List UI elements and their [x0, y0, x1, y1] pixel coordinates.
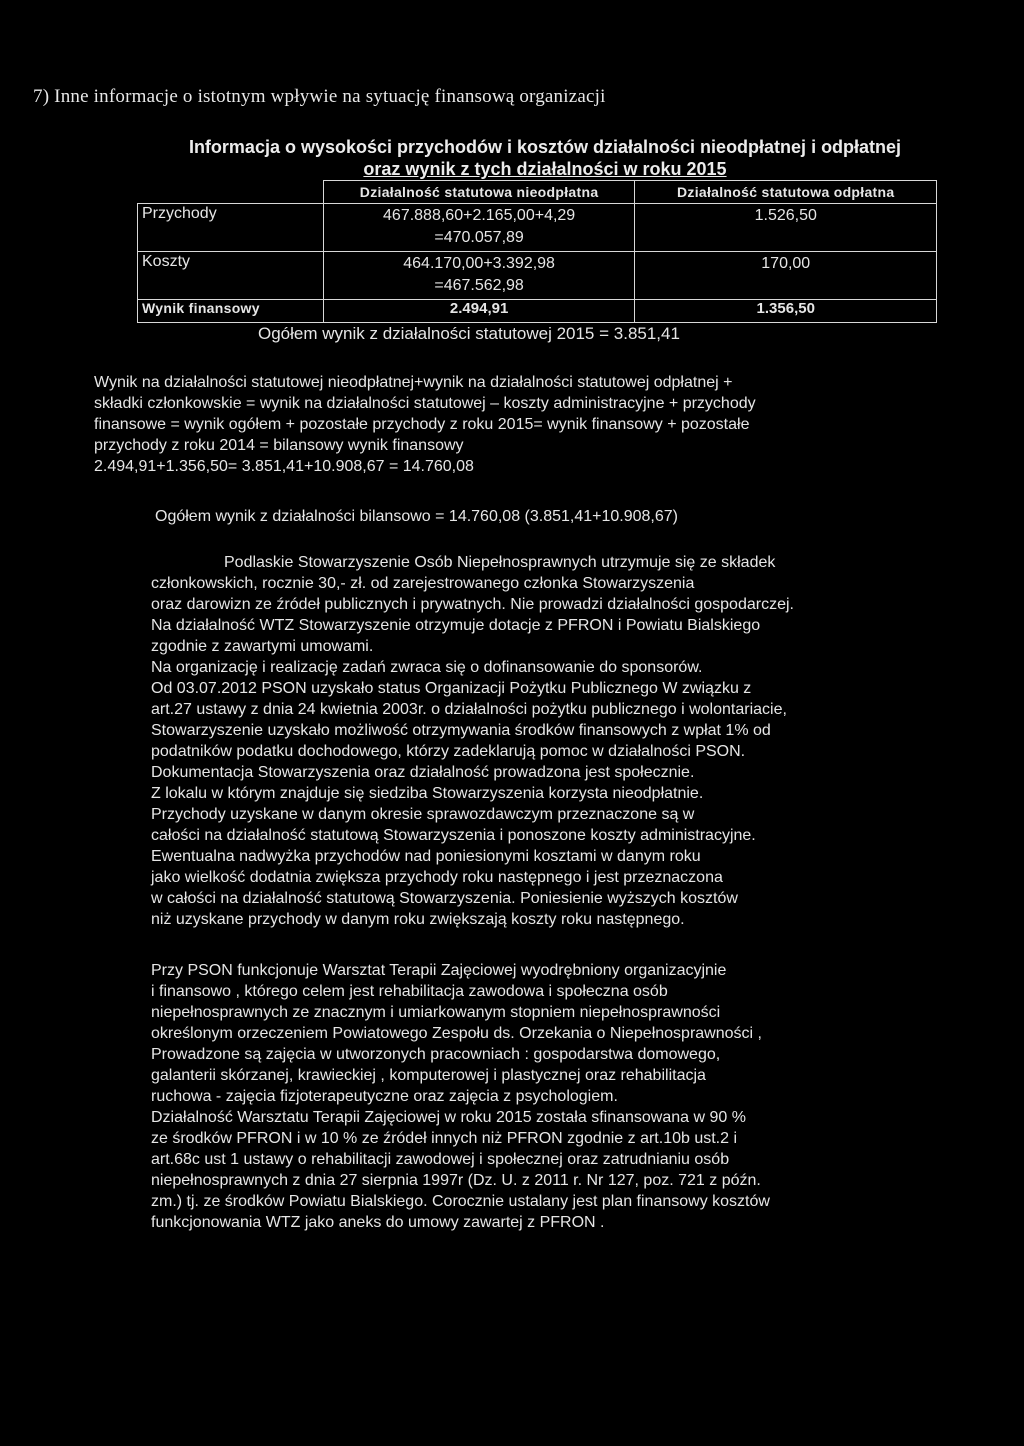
total-balance-result: Ogółem wynik z działalności bilansowo = 14.760,08 (3.851,41+10.908,67) [155, 508, 678, 525]
wtz-line: Działalność Warsztatu Terapii Zajęciowej w roku 2015 została sfinansowana w 90 % [151, 1109, 746, 1126]
costs-free-total: =467.562,98 [434, 277, 524, 294]
description-paragraph [151, 552, 971, 930]
description-line: Przychody uzyskane w danym okresie sprawozdawczym przeznaczone są w [151, 806, 695, 823]
formula-line: Wynik na działalności statutowej nieodpłatnej+wynik na działalności statutowej odpłatnej + [94, 374, 733, 391]
description-line: Podlaskie Stowarzyszenie Osób Niepełnosprawnych utrzymuje się ze składek [224, 554, 776, 571]
description-line: Na organizację i realizację zadań zwraca się o dofinansowanie do sponsorów. [151, 659, 703, 676]
table-header-empty [138, 181, 324, 204]
description-line: Ewentualna nadwyżka przychodów nad poniesionymi kosztami w danym roku [151, 848, 701, 865]
wtz-line: art.68c ust 1 ustawy o rehabilitacji zawodowej i społecznej oraz zatrudnianiu osób [151, 1151, 730, 1168]
wtz-line: zm.) tj. ze środków Powiatu Bialskiego. Corocznie ustalany jest plan finansowy kosztów [151, 1193, 770, 1210]
formula-line: przychody z roku 2014 = bilansowy wynik finansowy [94, 437, 464, 454]
report-title-line1: Informacja o wysokości przychodów i kosztów działalności nieodpłatnej i odpłatnej [188, 137, 902, 157]
description-line: zgodnie z zawartymi umowami. [151, 638, 374, 655]
wtz-paragraph [151, 960, 971, 1233]
report-title-line2: oraz wynik z tych działalności w roku 2015 [363, 159, 727, 179]
wtz-line: galanterii skórzanej, krawieckiej , komputerowej i plastycznej oraz rehabilitacja [151, 1067, 706, 1084]
table-row [138, 252, 937, 300]
formula-line: finansowe = wynik ogółem + pozostałe przychody z roku 2015= wynik finansowy + pozostałe [94, 416, 750, 433]
description-line: jako wielkość dodatnia zwiększa przychody roku następnego i jest przeznaczona [151, 869, 723, 886]
financial-table [137, 180, 937, 323]
result-free: 2.494,91 [323, 300, 635, 323]
description-line: art.27 ustawy z dnia 24 kwietnia 2003r. o działalności pożytku publicznego i wolontariacie, [151, 701, 787, 718]
wtz-line: i finansowo , którego celem jest rehabilitacja zawodowa i społeczna osób [151, 983, 668, 1000]
formula-paragraph [94, 372, 944, 477]
table-header-paid: Działalność statutowa odpłatna [635, 181, 937, 204]
row-label-result: Wynik finansowy [138, 300, 324, 323]
row-label-costs: Koszty [138, 252, 324, 300]
wtz-line: niepełnosprawnych z dnia 27 sierpnia 1997r (Dz. U. z 2011 r. Nr 127, poz. 721 z późn. [151, 1172, 761, 1189]
income-free-formula: 467.888,60+2.165,00+4,29 [383, 207, 576, 224]
wtz-line: ruchowa - zajęcia fizjoterapeutyczne oraz zajęcia z psychologiem. [151, 1088, 618, 1105]
description-line: Na działalność WTZ Stowarzyszenie otrzymuje dotacje z PFRON i Powiatu Bialskiego [151, 617, 761, 634]
description-line: niż uzyskane przychody w danym roku zwiększają koszty roku następnego. [151, 911, 685, 928]
wtz-line: ze środków PFRON i w 10 % ze źródeł innych niż PFRON zgodnie z art.10b ust.2 i [151, 1130, 738, 1147]
wtz-line: niepełnosprawnych ze znacznym i umiarkowanym stopniem niepełnosprawności [151, 1004, 721, 1021]
description-line: Od 03.07.2012 PSON uzyskało status Organizacji Pożytku Publicznego W związku z [151, 680, 752, 697]
wtz-line: funkcjonowania WTZ jako aneks do umowy zawartej z PFRON . [151, 1214, 605, 1231]
income-free-cell [323, 204, 635, 252]
description-line: całości na działalność statutową Stowarzyszenia i ponoszone koszty administracyjne. [151, 827, 756, 844]
description-line: Dokumentacja Stowarzyszenia oraz działalność prowadzona jest społecznie. [151, 764, 695, 781]
description-line: podatników podatku dochodowego, którzy zadeklarują pomoc w działalności PSON. [151, 743, 746, 760]
formula-line: 2.494,91+1.356,50= 3.851,41+10.908,67 = 14.760,08 [94, 458, 474, 475]
costs-free-cell [323, 252, 635, 300]
costs-free-formula: 464.170,00+3.392,98 [403, 255, 555, 272]
description-line: Stowarzyszenie uzyskało możliwość otrzymywania środków finansowych z wpłat 1% od [151, 722, 771, 739]
wtz-line: określonym orzeczeniem Powiatowego Zespołu ds. Orzekania o Niepełnosprawności , [151, 1025, 762, 1042]
description-line: oraz darowizn ze źródeł publicznych i prywatnych. Nie prowadzi działalności gospodarczej. [151, 596, 794, 613]
table-row [138, 300, 937, 323]
total-statutory-result: Ogółem wynik z działalności statutowej 2015 = 3.851,41 [258, 324, 680, 343]
row-label-income: Przychody [138, 204, 324, 252]
wtz-line: Przy PSON funkcjonuje Warsztat Terapii Zajęciowej wyodrębniony organizacyjnie [151, 962, 727, 979]
table-row [138, 204, 937, 252]
income-paid: 1.526,50 [635, 204, 937, 252]
description-line: Z lokalu w którym znajduje się siedziba Stowarzyszenia korzysta nieodpłatnie. [151, 785, 704, 802]
income-free-total: =470.057,89 [434, 229, 524, 246]
wtz-line: Prowadzone są zajęcia w utworzonych pracowniach : gospodarstwa domowego, [151, 1046, 721, 1063]
table-header-row [138, 181, 937, 204]
costs-paid: 170,00 [635, 252, 937, 300]
description-line: członkowskich, rocznie 30,- zł. od zarejestrowanego członka Stowarzyszenia [151, 575, 695, 592]
table-header-free: Działalność statutowa nieodpłatna [323, 181, 635, 204]
section-heading: 7) Inne informacje o istotnym wpływie na sytuację finansową organizacji [33, 86, 606, 107]
description-line: w całości na działalność statutową Stowarzyszenia. Poniesienie wyższych kosztów [151, 890, 738, 907]
formula-line: składki członkowskie = wynik na działalności statutowej – koszty administracyjne + przychody [94, 395, 756, 412]
result-paid: 1.356,50 [635, 300, 937, 323]
